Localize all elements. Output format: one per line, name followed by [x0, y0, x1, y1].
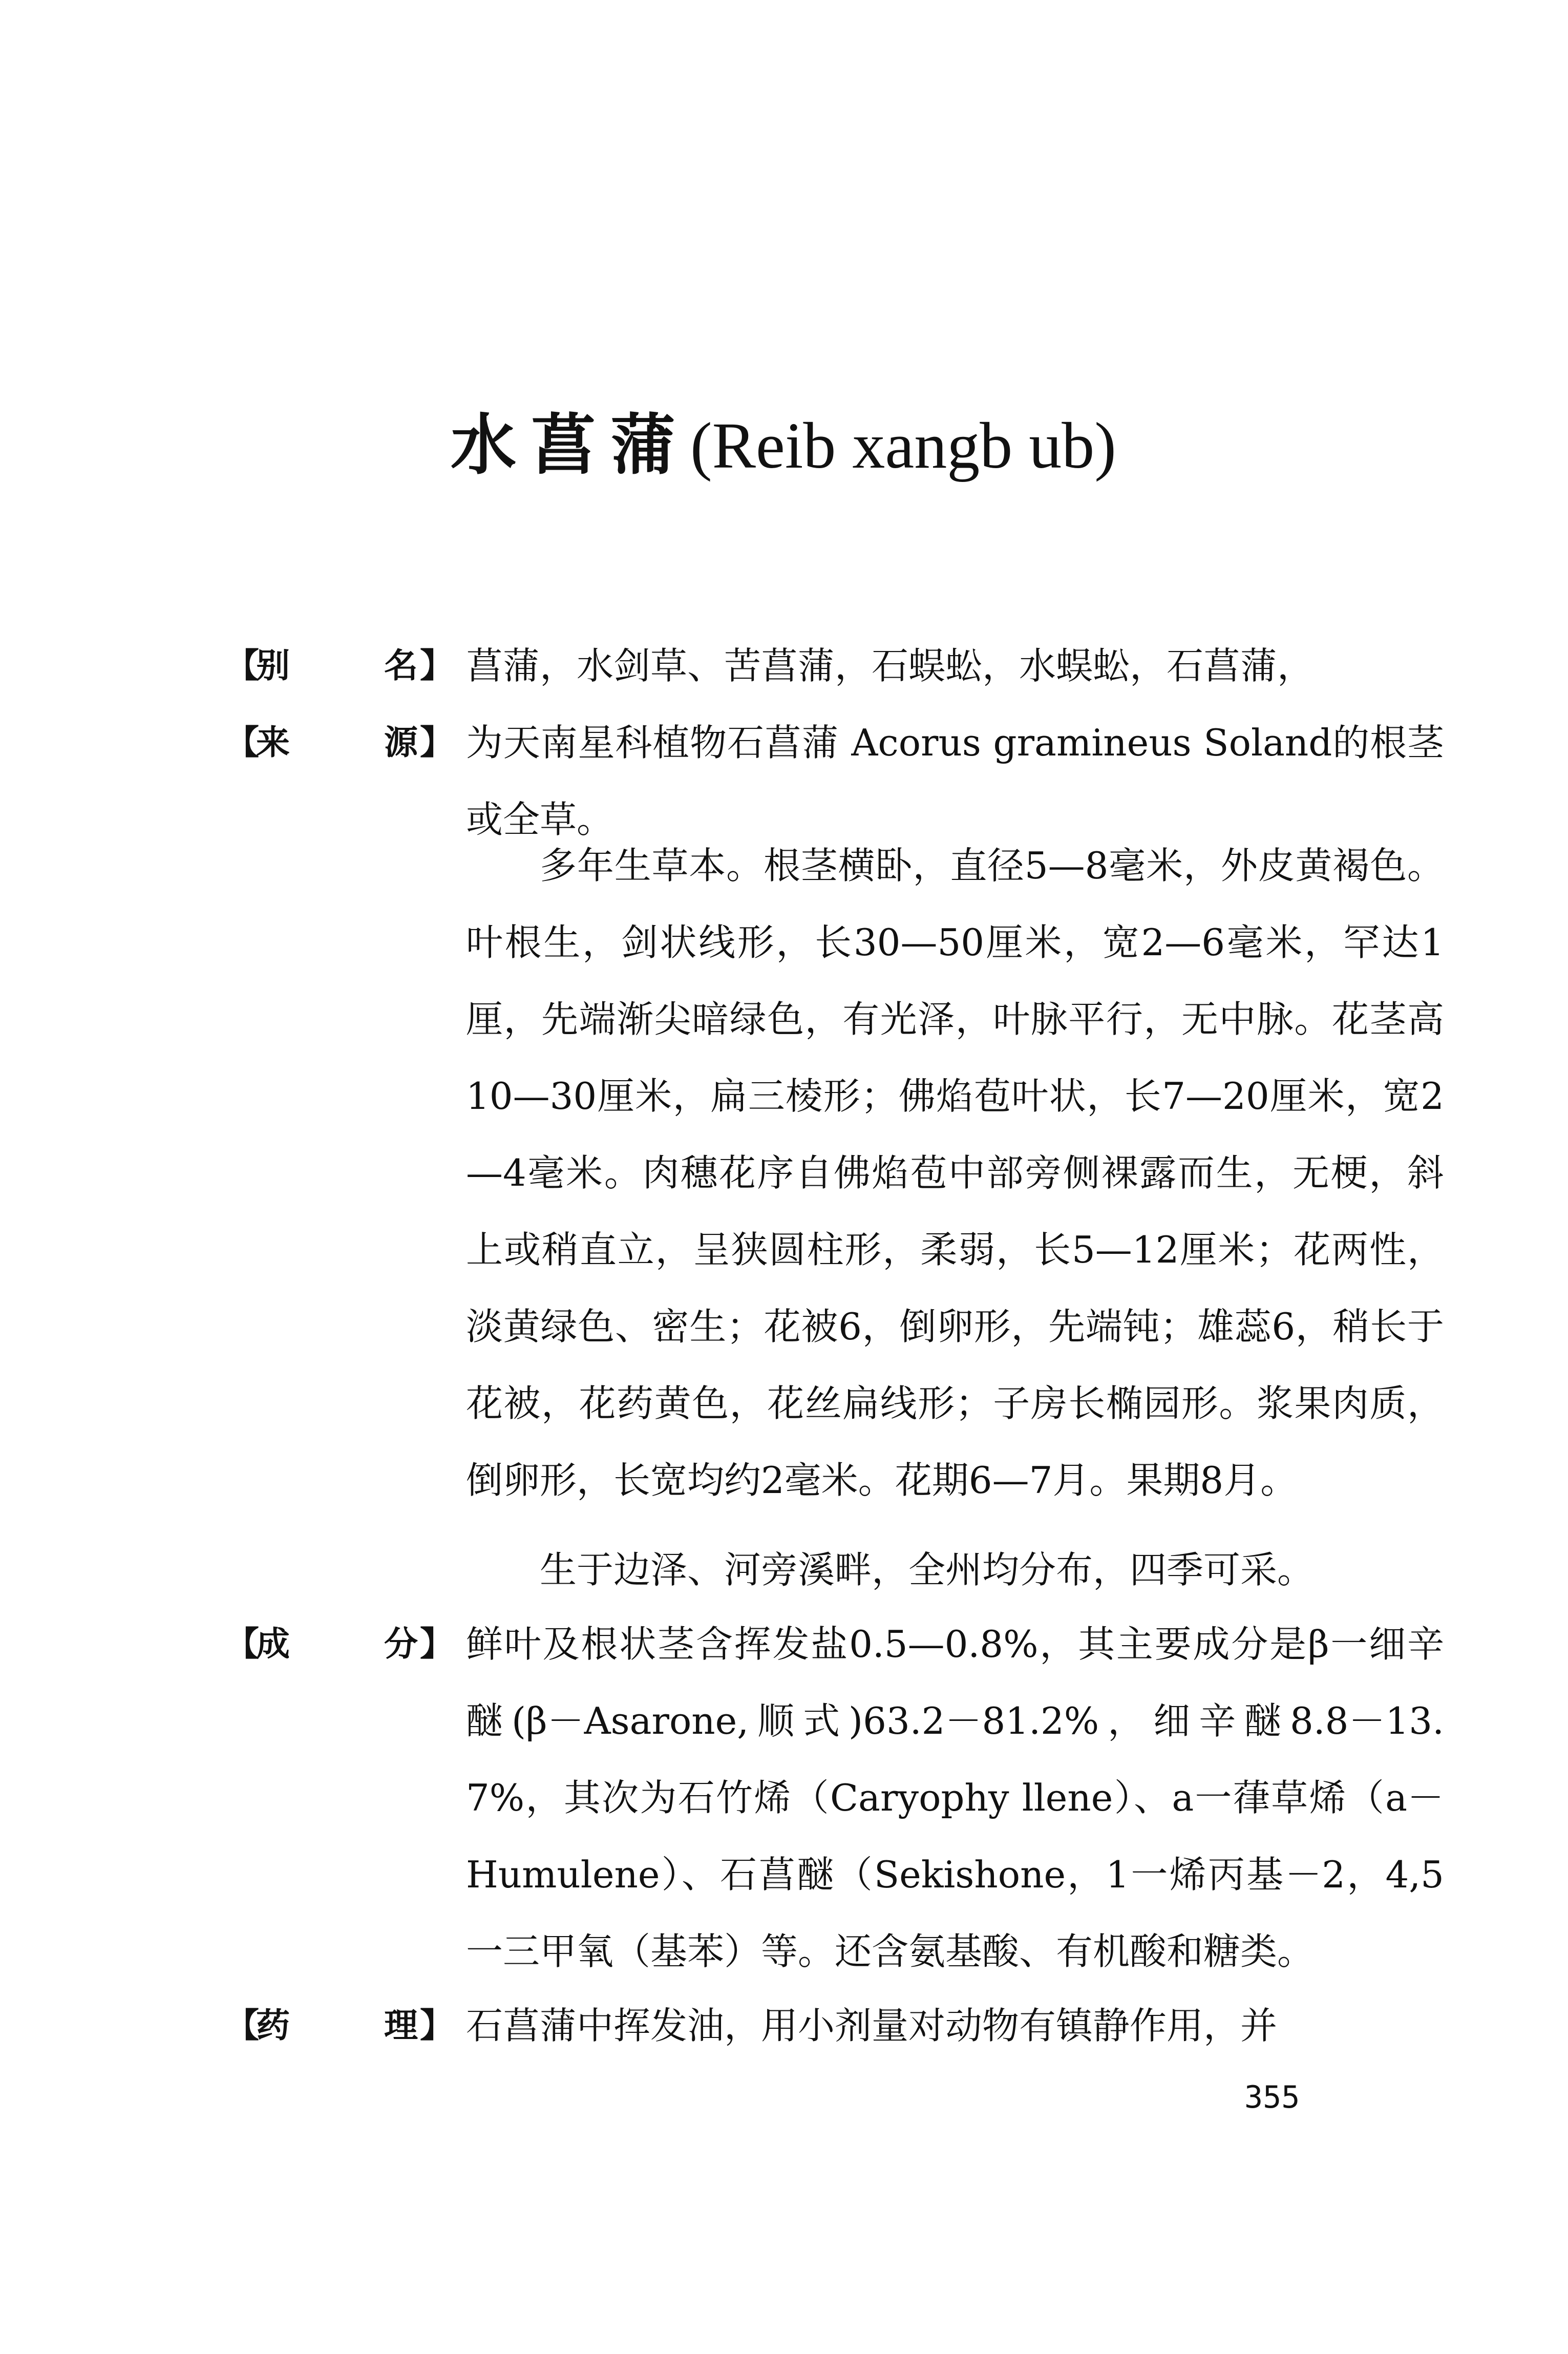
entry-text: 为天南星科植物石菖蒲 Acorus gramineus Soland的根茎或全草。: [466, 721, 1444, 841]
page-title: [451, 405, 1321, 487]
entry-pharmacology: 【 药 理 】 石菖蒲中挥发油，用小剂量对动物有镇静作用，并: [225, 1987, 1444, 2064]
entry-text: 鲜叶及根状茎含挥发盐0.5—0.8%，其主要成分是β一细辛醚(β－Asarone,顺式)63.2－81.2%，细辛醚8.8－13.7%，其次为石竹烯（Caryophy llene）、a一葎草烯（a－Humulene）、石菖醚（Sekishone，1一烯丙基－2，4,5一三甲氧（基苯）等。还含氨基酸、有机酸和糖类。: [466, 1623, 1444, 1973]
entry-text: 菖蒲，水剑草、苦菖蒲，石蜈蚣，水蜈蚣，石菖蒲，: [466, 644, 1315, 687]
habitat-paragraph: 生于边泽、河旁溪畔，全州均分布，四季可采。: [540, 1548, 1315, 1591]
entry-components: 【 成 分 】 鲜叶及根状茎含挥发盐0.5—0.8%，其主要成分是β一细辛醚(β－Asarone,顺式)63.2－81.2%，细辛醚8.8－13.7%，其次为石竹烯（Caryophy llene）、a一葎草烯（a－Humulene）、石菖醚（Sekishone，1一烯丙基－2，4,5一三甲氧（基苯）等。还含氨基酸、有机酸和糖类。: [225, 1606, 1444, 1990]
description-paragraph: 多年生草本。根茎横卧，直径5—8毫米，外皮黄褐色。叶根生，剑状线形，长30—50厘米，宽2—6毫米，罕达1厘，先端渐尖暗绿色，有光泽，叶脉平行，无中脉。花茎高10—30厘米，扁三棱形；佛焰苞叶状，长7—20厘米，宽2—4毫米。肉穗花序自佛焰苞中部旁侧裸露而生，无梗，斜上或稍直立，呈狭圆柱形，柔弱，长5—12厘米；花两性，淡黄绿色、密生；花被6，倒卵形，先端钝；雄蕊6，稍长于花被，花药黄色，花丝扁线形；子房长椭园形。浆果肉质，倒卵形，长宽均约2毫米。花期6—7月。果期8月。: [466, 844, 1444, 1502]
entry-text: 石菖蒲中挥发油，用小剂量对动物有镇静作用，并: [466, 2004, 1278, 2047]
entry-alias: 【 别 名 】 菖蒲，水剑草、苦菖蒲，石蜈蚣，水蜈蚣，石菖蒲，: [225, 627, 1444, 704]
entry-source: 【 来 源 】 为天南星科植物石菖蒲 Acorus gramineus Soland的根茎或全草。: [225, 704, 1444, 858]
title-chinese: 水菖蒲: [451, 407, 691, 484]
page-number: 355: [1244, 2079, 1300, 2115]
title-latin: (Reib xangb ub): [690, 409, 1116, 482]
